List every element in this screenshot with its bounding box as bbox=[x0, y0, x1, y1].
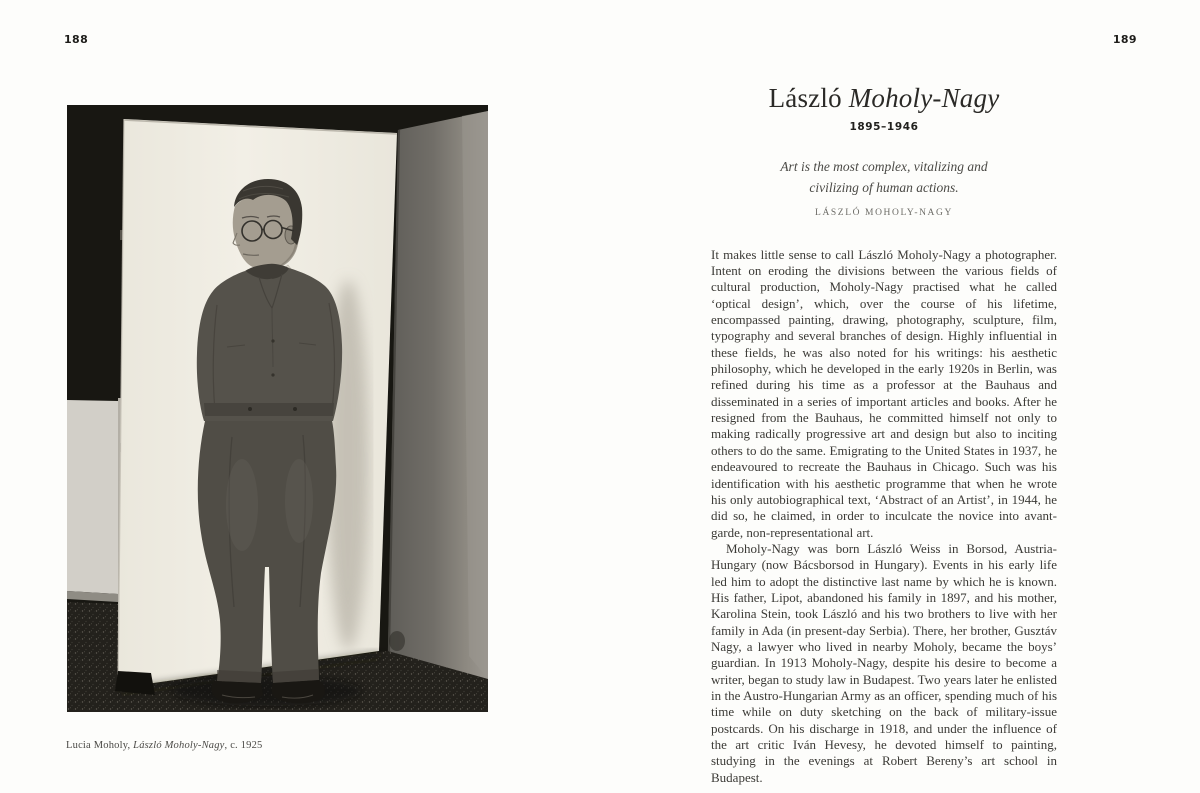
quote-line: civilizing of human actions. bbox=[809, 180, 959, 196]
floor-shadow bbox=[172, 676, 362, 706]
grey-door bbox=[388, 111, 488, 679]
chapter-title bbox=[711, 83, 1057, 114]
epigraph-quote bbox=[711, 156, 1057, 199]
chapter-column bbox=[711, 0, 1057, 786]
title-last-name: Moholy-Nagy bbox=[848, 83, 1000, 113]
page-number-left: 188 bbox=[64, 33, 89, 46]
life-dates: 1895–1946 bbox=[849, 121, 919, 134]
biography-paragraph-2: Moholy-Nagy was born László Weiss in Borsod, Austria-Hungary (now Bácsborsod in Hungary). Events in his early life led him to adopt the distinctive last name by which he is known. His father, Lipot, abandoned his family in 1897, and his mother, Karolina Stein, took László and his two brothers to live with her family in Ada (in present-day Serbia). There, her brother, Gusztáv Nagy, a lawyer who lived in nearby Moholy, became the boys’ guardian. In 1913 Moholy-Nagy, despite his desire to become a writer, began to study law in Budapest. Two years later he enlisted in the Austro-Hungarian Army as an officer, spending much of his time while on duty sketching on the back of military-issue postcards. On his discharge in 1918, and under the influence of the art critic Iván Hevesy, he devoted himself to painting, studying in the evenings at Robert Bereny’s art school in Budapest. bbox=[711, 540, 1057, 785]
biography-paragraph-1: It makes little sense to call László Moholy-Nagy a photographer. Intent on eroding the divisions between the various fields of cultural production, Moholy-Nagy practised what he called ‘optical design’, which, over the course of his lifetime, encompassed painting, drawing, photography, sculpture, film, typography and several branches of design. Highly influential in these fields, he was also noted for his writings: his aesthetic philosophy, which he developed in the early 1920s in Berlin, was refined during his time as a professor at the Bauhaus and disseminated in a series of important articles and books. After he resigned from the Bauhaus, he committed himself not only to making radically progressive art and design but also to inciting others to do the same. Emigrating to the United States in 1937, he endeavoured to recreate the Bauhaus in Chicago. Such was his identification with his aesthetic programme that when he wrote his only autobiographical text, ‘Abstract of an Artist’, in 1944, he did so, he claimed, in order to inculcate the novice into avant-garde, non-representational art. bbox=[711, 246, 1057, 540]
title-first-name: László bbox=[768, 83, 849, 113]
caption-date: , c. 1925 bbox=[224, 740, 263, 751]
caption-photographer: Lucia Moholy, bbox=[66, 740, 134, 751]
portrait-photo-svg bbox=[67, 105, 488, 712]
biography-text bbox=[711, 247, 1057, 786]
caption-work-title: László Moholy-Nagy bbox=[133, 740, 225, 751]
portrait-photo bbox=[67, 105, 488, 712]
quote-attribution: LÁSZLÓ MOHOLY-NAGY bbox=[815, 207, 953, 218]
page-number-right: 189 bbox=[1112, 33, 1137, 46]
quote-line: Art is the most complex, vitalizing and bbox=[780, 159, 988, 175]
photo-caption bbox=[66, 740, 263, 751]
